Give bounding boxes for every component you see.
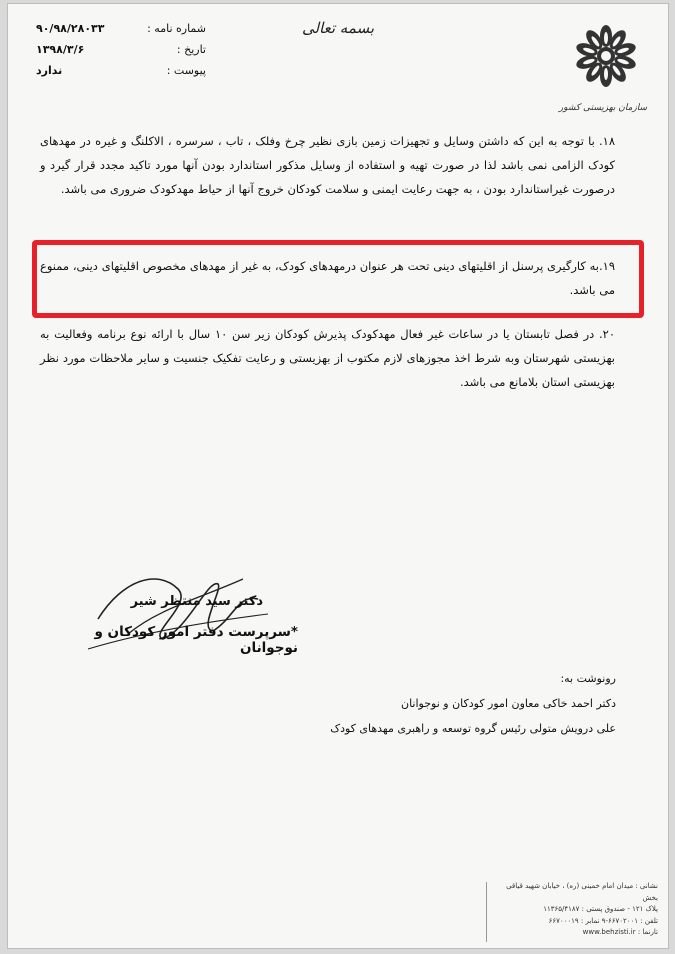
org-name: سازمان بهزیستی کشور <box>558 103 648 113</box>
footer-divider <box>486 882 487 942</box>
date-value: ۱۳۹۸/۳/۶ <box>36 43 85 56</box>
cc-line-2: علی درویش متولی رئیس گروه توسعه و راهبری مهدهای کودک <box>330 722 616 735</box>
attachment-row <box>36 60 206 81</box>
paragraph-19: ۱۹.به کارگیری پرسنل از اقلیتهای دینی تحت هر عنوان درمهدهای کودک، به غیر از مهدهای مخصوص اقلیتهای دینی، ممنوع می باشد. <box>40 259 615 297</box>
letter-number-label: شماره نامه : <box>147 22 206 35</box>
letter-page <box>7 3 669 949</box>
paragraph-18: ۱۸. با توجه به این که داشتن وسایل و تجهیزات زمین بازی نظیر چرخ وفلک ، تاب ، سرسره ، الاکلنگ و غیره در مهدهای کودک الزامی نمی باشد لذا در صورت تهیه و استفاده از وسایل مذکور استاندارد بودن آنها مورد تاکید مجدد قرار گیرد و درصورت غیراستاندارد بودن ، به جهت رعایت ایمنی و سلامت کودکان خروج آنها از حیاط مهدکودک ضروری می باشد. <box>40 134 615 196</box>
bismillah-heading: بسمه تعالی <box>301 19 375 37</box>
attachment-value: ندارد <box>36 64 63 77</box>
footer-address: نشانی : میدان امام خمینی (ره) ، خیابان شهید قیاقی بخش <box>506 882 658 902</box>
letter-meta <box>36 18 206 81</box>
footer-phone: تلفن : ۶۶۷۰۲۰۰۱-۹ نمابر : ۶۶۷۰۰۰۱۹ <box>548 916 658 925</box>
behzisti-logo <box>556 16 651 116</box>
cc-label: رونوشت به: <box>560 672 616 685</box>
signer-name: دکتر سید منتظر شیر <box>130 594 263 609</box>
flower-logo-icon <box>556 16 651 116</box>
footer-contact <box>490 881 658 939</box>
date-label: تاریخ : <box>176 43 206 56</box>
letter-number-value: ۹۰/۹۸/۲۸۰۳۳ <box>36 22 105 35</box>
cc-section <box>296 666 616 741</box>
footer-website: تارنما : www.behzisti.ir <box>582 928 658 936</box>
signer-title: *سرپرست دفتر امور کودکان و نوجوانان <box>94 624 298 656</box>
cc-line-1: دکتر احمد خاکی معاون امور کودکان و نوجوانان <box>401 697 616 710</box>
footer-plaque: پلاک ۱۲۱ - صندوق پستی : ۱۱۳۶۵/۴۱۸۷ <box>543 905 658 913</box>
date-row <box>36 39 206 60</box>
letter-number-row <box>36 18 206 39</box>
paragraph-20: ۲۰. در فصل تابستان یا در ساعات غیر فعال مهدکودک پذیرش کودکان زیر سن ۱۰ سال با ارائه نوع برنامه وفعالیت به بهزیستی شهرستان وبه شرط اخذ مجوزهای لازم مکتوب از بهزیستی و رعایت تفکیک جنسیت و سایر ملاحظات مورد نظر بهزیستی استان بلامانع می باشد. <box>40 327 615 389</box>
attachment-label: پیوست : <box>166 64 206 77</box>
